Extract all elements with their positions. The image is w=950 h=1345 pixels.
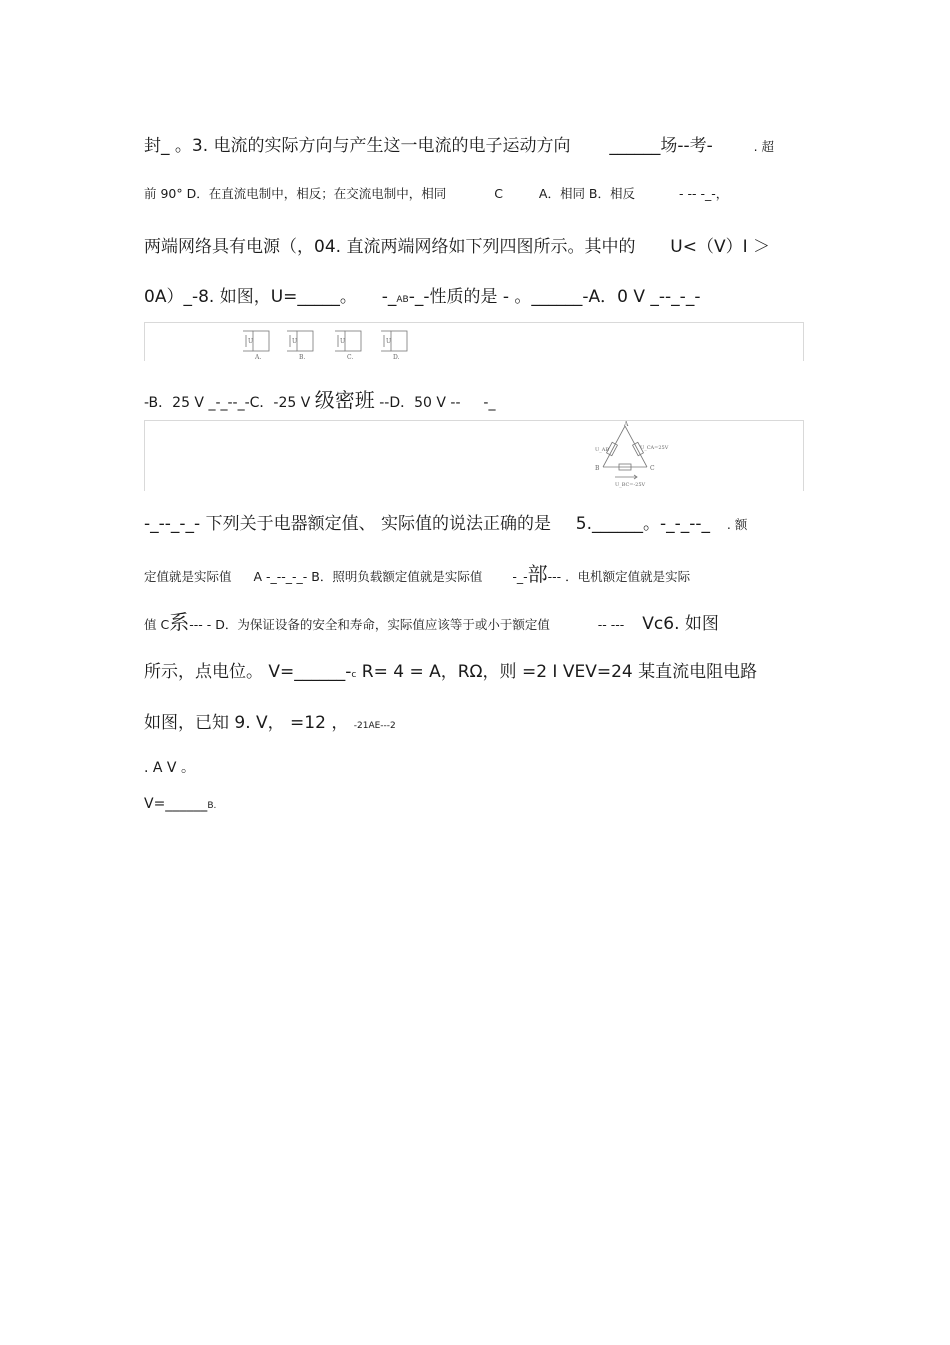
line8-d: -- --- <box>597 617 625 632</box>
line4-tail: -_-性质的是 - 。______-A．0 V _--_-_- <box>408 287 701 307</box>
line9-sub: c <box>351 670 357 680</box>
line4-part: -_ <box>381 287 397 307</box>
line9-a: 所示，点电位。 V=______- <box>144 662 352 682</box>
text-line-6 <box>144 509 809 534</box>
line7-b: A -_--_-_- B．照明负载额定值就是实际值 <box>253 569 483 584</box>
text-line-7 <box>144 558 809 587</box>
figure-triangle-circuit <box>144 420 804 491</box>
text-line-9 <box>144 657 809 682</box>
line7-d: 部 <box>527 562 548 586</box>
line7-a: 定值就是实际值 <box>144 569 232 584</box>
network-u-label-1: U <box>248 338 254 345</box>
line2-answer: C <box>494 186 503 201</box>
line8-b: 系 <box>169 610 190 634</box>
line10-a: 如图，已知 9. V， =12 ， <box>144 713 349 733</box>
text-line-1 <box>144 131 809 156</box>
text-line-2 <box>144 184 809 202</box>
ubc-label: U_BC=-25V <box>615 482 646 488</box>
line3-main: 两端网络具有电源（，04. 直流两端网络如下列四图所示。其中的 <box>144 237 636 257</box>
node-a-label: A <box>624 421 629 428</box>
text-line-11 <box>144 757 809 777</box>
figure2-svg <box>145 421 803 491</box>
line2-options: A．相同 B．相反 <box>538 186 636 201</box>
network-box-2 <box>297 331 313 351</box>
text-line-4 <box>144 282 809 307</box>
line3-tail: U<（V）I ＞ <box>670 237 770 257</box>
line8-c: --- - D．为保证设备的安全和寿命，实际值应该等于或小于额定值 <box>189 617 550 632</box>
network-box-3 <box>345 331 361 351</box>
line7-e: --- ．电机额定值就是实际 <box>547 569 691 584</box>
line1-main: 封_ 。3. 电流的实际方向与产生这一电流的电子运动方向 <box>144 136 571 156</box>
line10-b: -21AE---2 <box>353 721 396 731</box>
line2-main: 前 90° D．在直流电制中，相反；在交流电制中，相同 <box>144 186 447 201</box>
uca-label: U_CA=25V <box>640 445 669 451</box>
figure-two-terminal-networks <box>144 322 804 361</box>
line11-a: . A V 。 <box>144 760 195 776</box>
line9-b: R= 4 = A，RΩ，则 =2 I VEV=24 某直流电阻电路 <box>361 662 758 682</box>
network-label-1: A. <box>255 354 262 361</box>
network-label-4: D. <box>393 354 400 361</box>
text-line-8 <box>144 606 809 635</box>
line12-sub: B. <box>207 801 217 811</box>
line12-a: V=______ <box>144 796 208 812</box>
line5-d: -_ <box>483 395 496 411</box>
line4-sub: AB <box>396 295 409 305</box>
node-c-label: C <box>650 465 655 472</box>
text-line-5 <box>144 384 809 413</box>
line6-main: -_--_-_- 下列关于电器额定值、 实际值的说法正确的是 <box>144 514 551 534</box>
text-line-12 <box>144 796 809 812</box>
network-u-label-4: U <box>386 338 392 345</box>
network-box-4 <box>391 331 407 351</box>
line1-blank: ______场--考- <box>609 136 713 156</box>
line6-blank: 5.______。-_-_--_ <box>575 514 711 534</box>
line4-main: 0A）_-8. 如图，U=_____。 <box>144 287 357 307</box>
network-box-1 <box>253 331 269 351</box>
line1-tail: . 超 <box>753 139 775 154</box>
text-line-3 <box>144 232 809 257</box>
text-line-10 <box>144 708 809 733</box>
line7-c: -_- <box>512 569 528 584</box>
line5-a: -B．25 V _-_--_-C．-25 V <box>144 395 311 411</box>
network-label-2: B. <box>299 354 306 361</box>
network-u-label-3: U <box>340 338 346 345</box>
line2-tail: - -- -_-， <box>678 186 729 201</box>
line6-tail: . 额 <box>726 517 748 532</box>
line5-b: 级密班 <box>314 388 375 412</box>
node-b-label: B <box>595 465 600 472</box>
network-u-label-2: U <box>292 338 298 345</box>
line5-c: --D．50 V -- <box>379 395 461 411</box>
figure1-svg <box>145 323 803 361</box>
uab-label: U_AB <box>595 447 609 453</box>
line8-a: 值 C <box>144 617 170 632</box>
network-label-3: C. <box>347 354 354 361</box>
line8-e: Vc6. 如图 <box>642 614 719 634</box>
